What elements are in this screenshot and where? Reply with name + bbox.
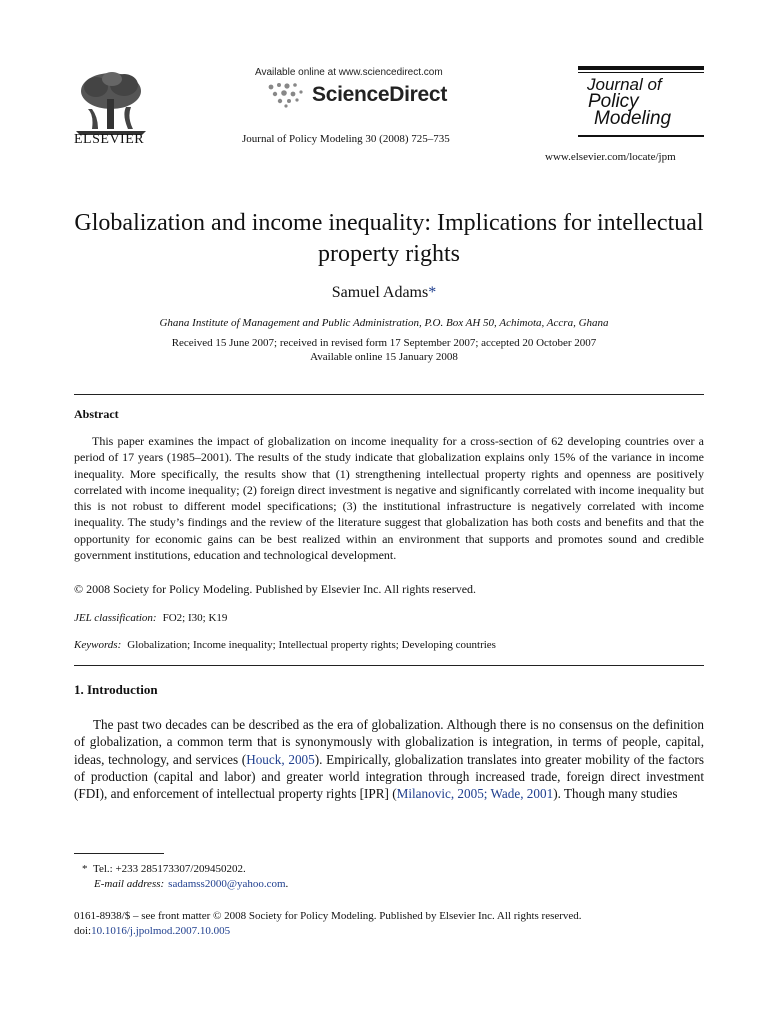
front-matter-notice: 0161-8938/$ – see front matter © 2008 Society for Policy Modeling. Published by Elsevier Inc. All rights reserved. xyxy=(74,910,582,922)
introduction-paragraph xyxy=(74,716,704,802)
sciencedirect-logo[interactable] xyxy=(266,82,447,108)
citation-link-milanovic-wade[interactable]: Milanovic, 2005; Wade, 2001 xyxy=(396,786,554,802)
journal-rule-bottom xyxy=(578,135,704,137)
abstract-body xyxy=(74,433,704,563)
author-affiliation: Ghana Institute of Management and Public Administration, P.O. Box AH 50, Achimota, Accra, Ghana xyxy=(159,317,609,329)
footnote-mark: * xyxy=(82,863,88,875)
keywords-value: Globalization; Income inequality; Intellectual property rights; Developing countries xyxy=(127,639,496,651)
author-name: Samuel Adams xyxy=(331,284,429,301)
doi-line xyxy=(74,925,230,937)
sciencedirect-dots-icon xyxy=(266,82,306,108)
email-end: . xyxy=(285,878,289,890)
author-footnote-link[interactable]: * xyxy=(428,284,437,301)
abstract-text: This paper examines the impact of globalization on income inequality for a cross-section of 62 developing countries over a period of 17 years (1985–2001). The results of the study indicate that globalization explains only 15% of the variance in income inequality. More specifically, the results show that (1) strengthening intellectual property rights and openness are positively correlated with income inequality; (2) foreign direct investment is negative and significantly correlated with income inequality but this is not robust to different model specifications; (3) the institutional infrastructure is negatively correlated with income inequality. The study’s findings and the review of the literature suggest that globalization has both costs and benefits and that the opportunity for economic gains can be best realized within an environment that supports and promotes sound and credible government institutions, education and technological development. xyxy=(74,434,704,563)
journal-rule-mid xyxy=(578,72,704,73)
citation-link-houck[interactable]: Houck, 2005 xyxy=(246,751,315,767)
sciencedirect-name: ScienceDirect xyxy=(312,83,448,106)
jel-classification xyxy=(74,612,227,624)
available-online-date: Available online 15 January 2008 xyxy=(310,351,458,363)
article-dates xyxy=(0,336,768,364)
journal-name-line-3: Modeling xyxy=(594,108,672,129)
introduction-body xyxy=(74,716,704,802)
intro-text-2: ). Empirically, globalization translates into greater mobility of the factors of production (capital and labor) and greater world integration through increased trade, foreign direct investment (FDI), and enforcement of intellectual property rights [IPR] ( xyxy=(74,751,704,802)
jel-label: JEL classification: xyxy=(74,612,157,624)
intro-text-1: The past two decades can be described as the era of globalization. Although there is no consensus on the definition of globalization, a common term that is synonymously with globalization is integration, in terms of people, capital, ideas, technology, and services ( xyxy=(74,717,704,767)
author-line xyxy=(0,284,768,302)
abstract-bottom-rule xyxy=(74,665,704,666)
doi-link[interactable]: 10.1016/j.jpolmod.2007.10.005 xyxy=(91,925,231,937)
journal-name-line-2: Policy xyxy=(588,91,639,112)
publisher-name: ELSEVIER xyxy=(74,132,145,147)
jel-value: FO2; I30; K19 xyxy=(162,612,228,624)
received-dates: Received 15 June 2007; received in revised form 17 September 2007; accepted 20 October 2007 xyxy=(171,337,597,349)
footnote-rule xyxy=(74,853,164,854)
footnote-email xyxy=(94,878,288,890)
doi-label: doi: xyxy=(74,925,92,937)
keywords-label: Keywords: xyxy=(74,639,122,651)
article-title: Globalization and income inequality: Implications for intellectual property rights xyxy=(74,210,704,267)
email-link[interactable]: sadamss2000@yahoo.com xyxy=(168,878,286,890)
abstract-top-rule xyxy=(74,394,704,395)
keywords xyxy=(74,639,496,651)
email-label: E-mail address: xyxy=(94,878,165,890)
footnote-tel xyxy=(82,863,246,875)
journal-url-link[interactable]: www.elsevier.com/locate/jpm xyxy=(545,151,676,163)
abstract-heading: Abstract xyxy=(74,407,119,421)
section-heading-introduction: 1. Introduction xyxy=(74,682,158,697)
abstract-copyright: © 2008 Society for Policy Modeling. Published by Elsevier Inc. All rights reserved. xyxy=(74,582,477,596)
journal-name-line-1: Journal of xyxy=(587,75,662,94)
available-online-notice[interactable]: Available online at www.sciencedirect.com xyxy=(255,67,443,78)
journal-logo-text xyxy=(587,76,671,127)
intro-text-3: ). Though many studies xyxy=(553,786,678,802)
footnote-tel-text: Tel.: +233 285173307/209450202. xyxy=(93,863,246,875)
journal-rule-top xyxy=(578,66,704,70)
journal-citation: Journal of Policy Modeling 30 (2008) 725–735 xyxy=(242,133,450,145)
